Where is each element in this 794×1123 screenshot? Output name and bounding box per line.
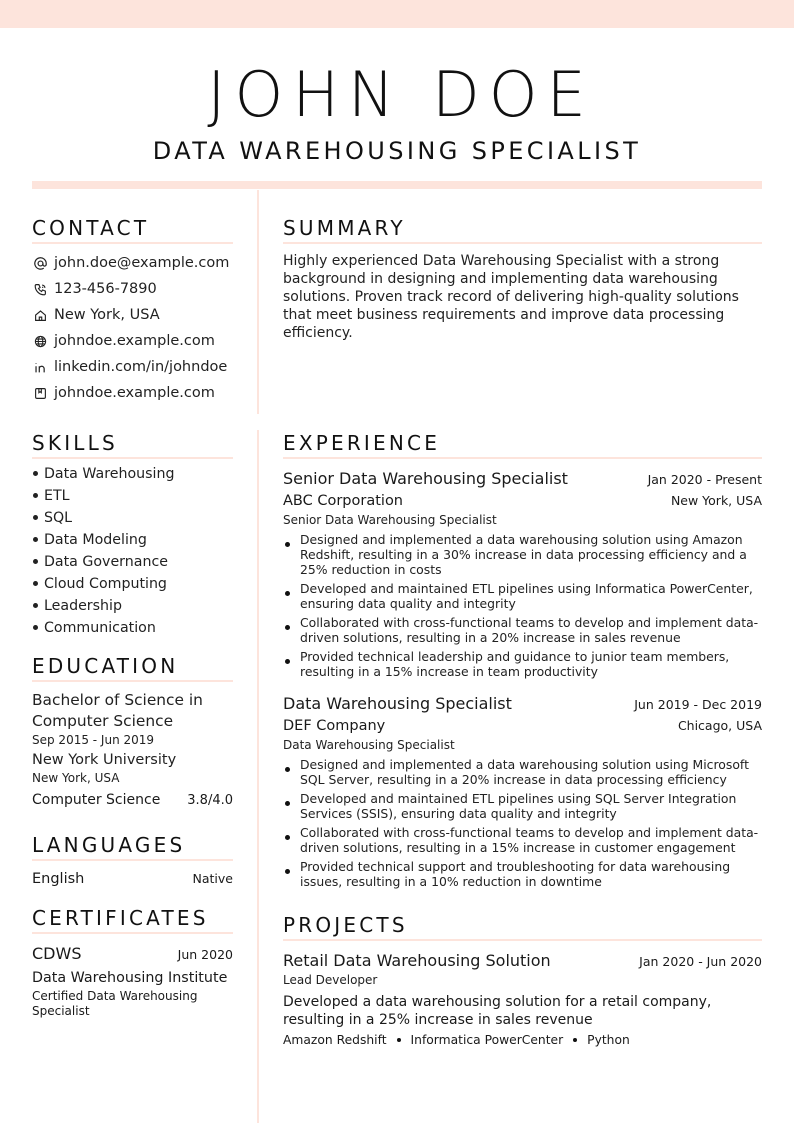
home-icon xyxy=(32,307,48,323)
contact-location xyxy=(32,302,233,328)
job-bullet xyxy=(283,581,762,611)
project-description: Developed a data warehousing solution for a retail company, resulting in a 25% increase in sales revenue xyxy=(283,994,712,1028)
education-school: New York University xyxy=(32,752,177,768)
education-field-row xyxy=(32,790,233,811)
job-company: DEF Company xyxy=(283,718,386,734)
skill-item xyxy=(32,507,233,529)
top-accent-band xyxy=(0,0,794,28)
skills-section xyxy=(32,431,233,639)
certificate-name: CDWS xyxy=(32,944,82,963)
language-row xyxy=(32,871,233,887)
job-bullet-text: Developed and maintained ETL pipelines using SQL Server Integration Services (SSIS), ensuring data quality and integrity xyxy=(300,791,737,821)
contact-email-text: john.doe@example.com xyxy=(54,255,230,271)
job-bullet-text: Collaborated with cross-functional teams to develop and implement data-driven solutions, resulting in a 15% increase in customer engagement xyxy=(300,825,759,855)
portfolio-icon xyxy=(32,385,48,401)
job-location: New York, USA xyxy=(670,493,762,508)
job-bullet xyxy=(283,615,762,645)
contact-website-text: johndoe.example.com xyxy=(54,333,215,349)
job-bullet-text: Provided technical leadership and guidance to junior team members, resulting in a 15% increase in team productivity xyxy=(300,649,730,679)
skill-label: Data Governance xyxy=(44,554,168,570)
project-entry xyxy=(283,950,762,1049)
job-bullet-text: Provided technical support and troubleshooting for data warehousing issues, resulting in a 10% reduction in downtime xyxy=(300,859,731,889)
education-title: EDUCATION xyxy=(32,654,233,682)
skill-item xyxy=(32,485,233,507)
certificate-row xyxy=(32,944,233,965)
candidate-role: DATA WAREHOUSING SPECIALIST xyxy=(152,137,642,165)
job-title: Senior Data Warehousing Specialist xyxy=(283,469,568,488)
job-bullet xyxy=(283,791,762,821)
resume-header xyxy=(0,60,794,166)
job-bullet xyxy=(283,649,762,679)
project-tag: Informatica PowerCenter xyxy=(410,1033,564,1047)
linkedin-icon xyxy=(32,359,48,375)
header-divider xyxy=(32,181,762,189)
summary-title: SUMMARY xyxy=(283,216,762,244)
contact-location-text: New York, USA xyxy=(54,307,160,323)
at-icon xyxy=(32,255,48,271)
contact-email[interactable] xyxy=(32,250,233,276)
skill-item xyxy=(32,529,233,551)
project-name: Retail Data Warehousing Solution xyxy=(283,951,551,970)
language-name: English xyxy=(32,871,85,887)
projects-title: PROJECTS xyxy=(283,913,762,941)
contact-linkedin[interactable] xyxy=(32,354,233,380)
contact-title: CONTACT xyxy=(32,216,233,244)
candidate-name: JOHN DOE xyxy=(207,58,595,131)
column-divider-top xyxy=(257,190,259,414)
column-divider-bottom xyxy=(257,430,259,1123)
experience-section xyxy=(283,431,762,893)
job-title: Data Warehousing Specialist xyxy=(283,694,512,713)
education-degree: Bachelor of Science in Computer Science xyxy=(32,691,203,730)
language-level: Native xyxy=(192,871,233,886)
job-company: ABC Corporation xyxy=(283,493,404,509)
contact-linkedin-text: linkedin.com/in/johndoe xyxy=(54,359,228,375)
job-bullet-text: Designed and implemented a data warehousing solution using Amazon Redshift, resulting in a 30% increase in data processing efficiency and a 25% reduction in costs xyxy=(300,532,747,577)
contact-phone[interactable] xyxy=(32,276,233,302)
contact-section xyxy=(32,216,233,406)
job-entry xyxy=(283,693,762,889)
skill-item xyxy=(32,617,233,639)
certificate-date: Jun 2020 xyxy=(177,947,233,962)
skill-label: Leadership xyxy=(44,598,122,614)
experience-title: EXPERIENCE xyxy=(283,431,762,459)
contact-phone-text: 123-456-7890 xyxy=(54,281,157,297)
skills-title: SKILLS xyxy=(32,431,233,459)
job-bullet xyxy=(283,825,762,855)
job-bullet xyxy=(283,757,762,787)
project-tag: Amazon Redshift xyxy=(283,1033,387,1047)
languages-section xyxy=(32,833,233,887)
skill-item xyxy=(32,595,233,617)
contact-portfolio[interactable] xyxy=(32,380,233,406)
projects-section xyxy=(283,913,762,1049)
skill-label: Cloud Computing xyxy=(44,576,167,592)
job-bullet-text: Developed and maintained ETL pipelines using Informatica PowerCenter, ensuring data quality and integrity xyxy=(300,581,753,611)
contact-website[interactable] xyxy=(32,328,233,354)
project-tag: Python xyxy=(587,1033,630,1047)
education-gpa: 3.8/4.0 xyxy=(187,793,233,808)
job-location: Chicago, USA xyxy=(677,718,762,733)
job-dates: Jan 2020 - Present xyxy=(647,472,762,487)
summary-text: Highly experienced Data Warehousing Specialist with a strong background in designing and implementing data warehousing solutions. Proven track record of delivering high-quality solutions that meet business requirements and improve data processing efficiency. xyxy=(283,253,739,341)
phone-icon xyxy=(32,281,48,297)
skill-item xyxy=(32,551,233,573)
skill-label: Data Warehousing xyxy=(44,466,175,482)
languages-title: LANGUAGES xyxy=(32,833,233,861)
job-subtitle: Data Warehousing Specialist xyxy=(283,738,455,752)
summary-section xyxy=(283,216,762,342)
skill-label: Data Modeling xyxy=(44,532,147,548)
tag-separator xyxy=(397,1038,401,1042)
job-bullet-text: Collaborated with cross-functional teams to develop and implement data-driven solutions, resulting in a 20% increase in sales revenue xyxy=(300,615,759,645)
education-dates: Sep 2015 - Jun 2019 xyxy=(32,733,155,747)
certificates-section xyxy=(32,906,233,1019)
project-tags xyxy=(283,1031,762,1049)
education-section xyxy=(32,654,233,811)
certificate-org: Data Warehousing Institute xyxy=(32,970,228,986)
project-dates: Jan 2020 - Jun 2020 xyxy=(639,954,762,969)
contact-portfolio-text: johndoe.example.com xyxy=(54,385,215,401)
job-bullet xyxy=(283,532,762,577)
certificates-title: CERTIFICATES xyxy=(32,906,233,934)
certificate-desc: Certified Data Warehousing Specialist xyxy=(32,989,198,1018)
job-dates: Jun 2019 - Dec 2019 xyxy=(634,697,762,712)
job-bullet xyxy=(283,859,762,889)
tag-separator xyxy=(573,1038,577,1042)
project-role: Lead Developer xyxy=(283,973,378,987)
skill-item xyxy=(32,573,233,595)
job-subtitle: Senior Data Warehousing Specialist xyxy=(283,513,497,527)
education-field: Computer Science xyxy=(32,792,161,808)
education-location: New York, USA xyxy=(32,771,120,785)
skill-label: Communication xyxy=(44,620,156,636)
job-entry xyxy=(283,468,762,679)
skill-item xyxy=(32,463,233,485)
job-bullet-text: Designed and implemented a data warehousing solution using Microsoft SQL Server, resulting in a 20% increase in data processing efficiency xyxy=(300,757,749,787)
globe-icon xyxy=(32,333,48,349)
skill-label: SQL xyxy=(44,510,73,526)
skill-label: ETL xyxy=(44,488,70,504)
